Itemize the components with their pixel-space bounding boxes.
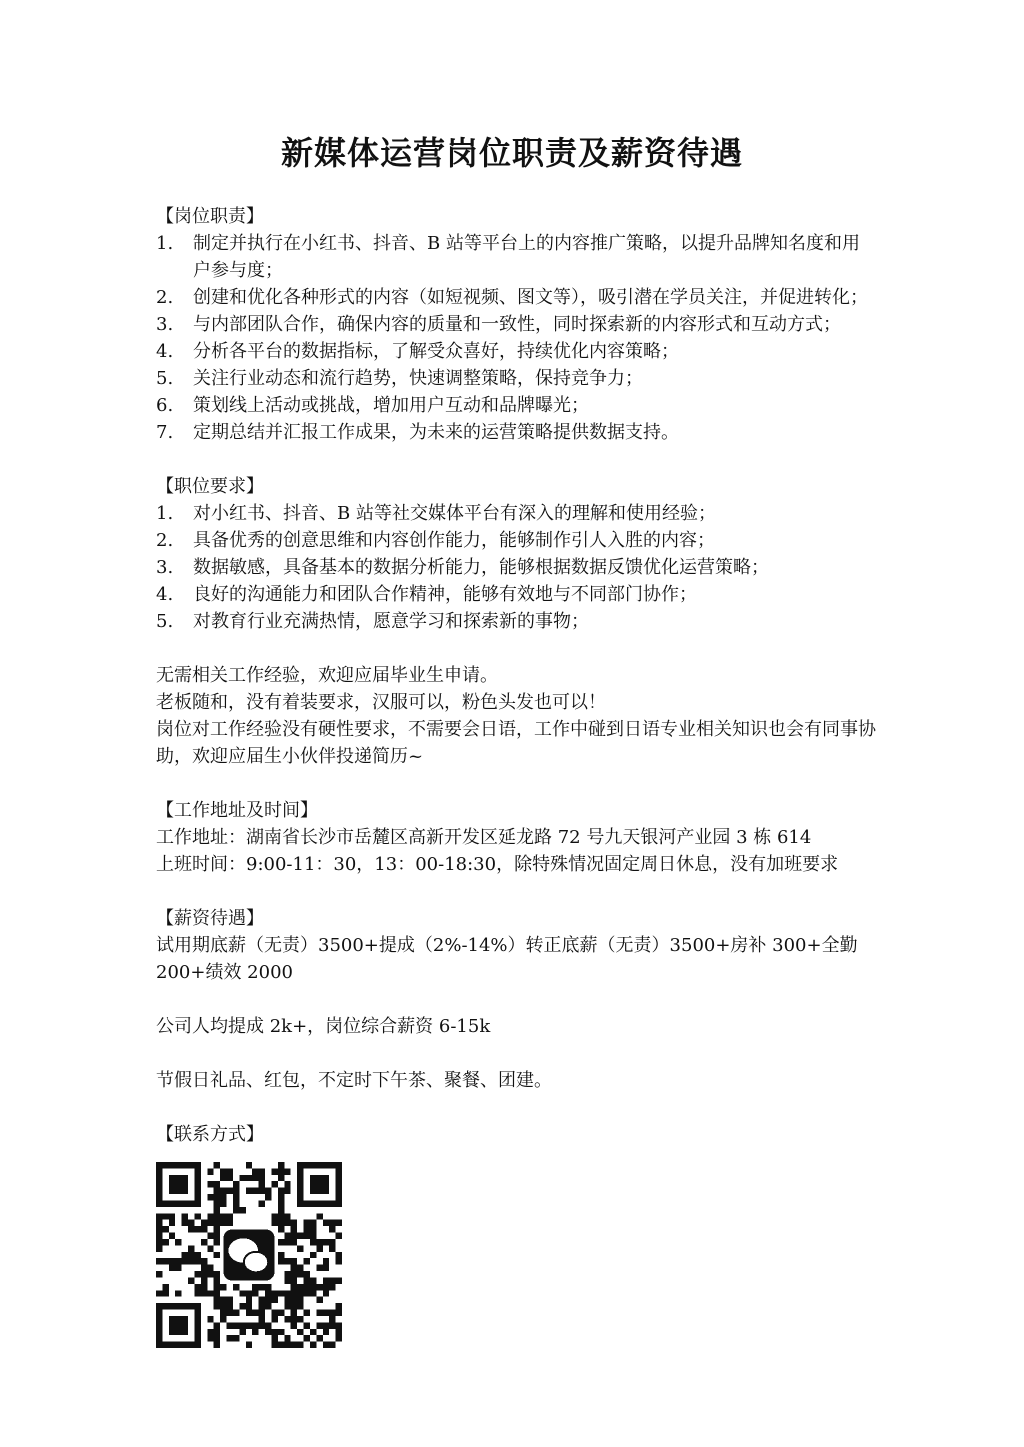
duties-list bbox=[156, 230, 876, 446]
list-item: 1. 对小红书、抖音、B 站等社交媒体平台有深入的理解和使用经验； bbox=[156, 503, 716, 524]
list-item: 3. 数据敏感，具备基本的数据分析能力，能够根据数据反馈优化运营策略； bbox=[156, 557, 769, 578]
salary-pay: 试用期底薪（无责）3500+提成（2%-14%）转正底薪（无责）3500+房补 300+全勤 200+绩效 2000 bbox=[156, 935, 858, 983]
work-address: 工作地址：湖南省长沙市岳麓区高新开发区延龙路 72 号九天银河产业园 3 栋 614 bbox=[156, 827, 812, 848]
requirements-list bbox=[156, 500, 876, 635]
work-hours: 上班时间：9:00-11：30，13：00-18:30，除特殊情况固定周日休息，没有加班要求 bbox=[156, 854, 839, 875]
wechat-qr-code-icon bbox=[156, 1162, 342, 1348]
list-item: 2. 具备优秀的创意思维和内容创作能力，能够制作引人入胜的内容； bbox=[156, 530, 715, 551]
salary-average: 公司人均提成 2k+，岗位综合薪资 6-15k bbox=[156, 1016, 491, 1037]
list-item: 7. 定期总结并汇报工作成果，为未来的运营策略提供数据支持。 bbox=[156, 422, 679, 443]
document-title: 新媒体运营岗位职责及薪资待遇 bbox=[280, 134, 743, 172]
contact-heading: 【联系方式】 bbox=[156, 1124, 264, 1145]
list-item: 4. 良好的沟通能力和团队合作精神，能够有效地与不同部门协作； bbox=[156, 584, 697, 605]
list-item: 4. 分析各平台的数据指标，了解受众喜好，持续优化内容策略； bbox=[156, 341, 679, 362]
document-body bbox=[156, 203, 876, 1348]
list-item: 5. 对教育行业充满热情，愿意学习和探索新的事物； bbox=[156, 611, 589, 632]
location-heading: 【工作地址及时间】 bbox=[156, 800, 318, 821]
list-item: 3. 与内部团队合作，确保内容的质量和一致性，同时探索新的内容形式和互动方式； bbox=[156, 314, 841, 335]
note-no-experience: 无需相关工作经验，欢迎应届毕业生申请。 bbox=[156, 665, 498, 686]
list-item: 1. 制定并执行在小红书、抖音、B 站等平台上的内容推广策略，以提升品牌知名度和用户参与度； bbox=[156, 233, 860, 281]
requirements-heading: 【职位要求】 bbox=[156, 476, 264, 497]
list-item: 2. 创建和优化各种形式的内容（如短视频、图文等），吸引潜在学员关注，并促进转化； bbox=[156, 287, 868, 308]
note-requirements: 岗位对工作经验没有硬性要求，不需要会日语，工作中碰到日语专业相关知识也会有同事协助，欢迎应届生小伙伴投递简历~ bbox=[156, 719, 876, 767]
benefits: 节假日礼品、红包，不定时下午茶、聚餐、团建。 bbox=[156, 1070, 552, 1091]
duties-heading: 【岗位职责】 bbox=[156, 206, 264, 227]
salary-heading: 【薪资待遇】 bbox=[156, 908, 264, 929]
list-item: 6. 策划线上活动或挑战，增加用户互动和品牌曝光； bbox=[156, 395, 589, 416]
list-item: 5. 关注行业动态和流行趋势，快速调整策略，保持竞争力； bbox=[156, 368, 643, 389]
note-boss: 老板随和，没有着装要求，汉服可以，粉色头发也可以！ bbox=[156, 692, 606, 713]
